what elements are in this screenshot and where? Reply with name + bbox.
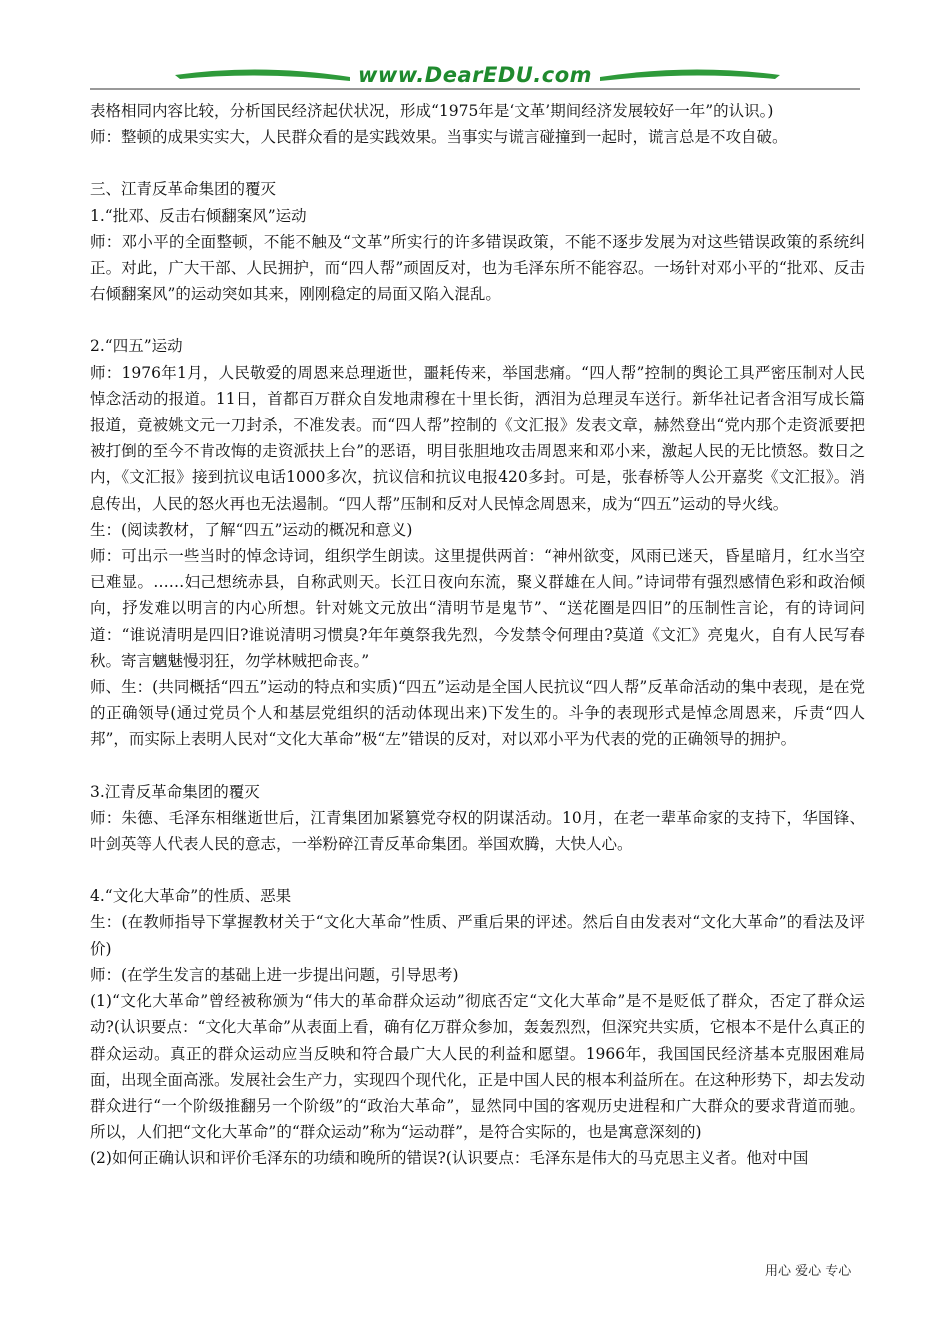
paragraph: 师：1976年1月，人民敬爱的周恩来总理逝世，噩耗传来，举国悲痛。“四人帮”控制的舆论工具严密压制对人民悼念活动的报道。11日，首都百万群众自发地肃穆在十里长街，洒泪为总理灵车送行。新华社记者含泪写成长篇报道，竟被姚文元一刀封杀，不准发表。而“四人帮”控制的《文汇报》发表文章，赫然登出“党内那个走资派要把被打倒的至今不肯改悔的走资派扶上台”的恶语，明目张胆地攻击周恩来和邓小来，激起人民的无比愤怒。数日之内，《文汇报》接到抗议电话1000多次，抗议信和抗议电报420多封。可是，张春桥等人公开嘉奖《文汇报》。消息传出，人民的怒火再也无法遏制。“四人帮”压制和反对人民悼念周恩来，成为“四五”运动的导火线。	[90, 363, 865, 513]
paragraph: 2.“四五”运动	[90, 337, 183, 356]
paragraph: 师、生：(共同概括“四五”运动的特点和实质)“四五”运动是全国人民抗议“四人帮”反革命活动的集中表现，是在党的正确领导(通过党员个人和基层党组织的活动体现出来)下发生的。斗争的表现形式是悼念周恩来，斥责“四人邦”，而实际上表明人民对“文化大革命”极“左”错误的反对，对以邓小平为代表的党的正确领导的拥护。	[90, 678, 865, 749]
paragraph: 师：朱德、毛泽东相继逝世后，江青集团加紧篡党夺权的阴谋活动。10月，在老一辈革命家的支持下，华国锋、叶剑英等人代表人民的意志，一举粉碎江青反革命集团。举国欢腾，大快人心。	[90, 808, 865, 854]
paragraph: 生：(在教师指导下掌握教材关于“文化大革命”性质、严重后果的评述。然后自由发表对“文化大革命”的看法及评价)	[90, 913, 865, 958]
site-logo: www.DearEDU.com	[357, 63, 593, 87]
blank-line	[90, 150, 865, 176]
paragraph: (1)“文化大革命”曾经被称颁为“伟大的革命群众运动”彻底否定“文化大革命”是不是贬低了群众，否定了群众运动?(认识要点：“文化大革命”从表面上看，确有亿万群众参加，轰轰烈烈，但深究共实质，它根本不是什么真正的群众运动。真正的群众运动应当反映和符合最广大人民的利益和愿望。1966年，我国国民经济基本克服困难局面，出现全面高涨。发展社会生产力，实现四个现代化，正是中国人民的根本利益所在。在这种形势下，却去发动群众进行“一个阶级推翻另一个阶级”的“政治大革命”，显然同中国的客观历史进程和广大群众的要求背道而驰。所以，人们把“文化大革命”的“群众运动”称为“运动群”，是符合实际的，也是寓意深刻的)	[90, 992, 866, 1142]
paragraph: 师：可出示一些当时的悼念诗词，组织学生朗读。这里提供两首：“神州欲变，风雨已迷天，昏星暗月，红水当空已难显。……妇己想统赤县，自称武则天。长江日夜向东流，聚义群雄在人间。”诗词带有强烈感情色彩和政治倾向，抒发难以明言的内心所想。针对姚文元放出“清明节是鬼节”、“送花圈是四旧”的压制性言论，有的诗词问道：“谁说清明是四旧?谁说清明习惯臭?年年奠祭我先烈，今发禁令何理由?莫道《文汇》亮鬼火，自有人民写春秋。寄言魑魅慢羽狂，勿学林贼把命丧。”	[90, 547, 865, 670]
document-body	[90, 98, 865, 1172]
paragraph: 师：整顿的成果实实大，人民群众看的是实践效果。当事实与谎言碰撞到一起时，谎言总是不攻自破。	[90, 128, 788, 147]
paragraph: 师：邓小平的全面整顿，不能不触及“文革”所实行的许多错误政策，不能不逐步发展为对这些错误政策的系统纠正。对此，广大干部、人民拥护，而“四人帮”顽固反对，也为毛泽东所不能容忍。一场针对邓小平的“批邓、反击右倾翻案风”的运动突如其来，刚刚稳定的局面又陷入混乱。	[90, 232, 865, 304]
paragraph: 表格相同内容比较，分析国民经济起伏状况，形成“1975年是‘文革’期间经济发展较好一年”的认识。)	[90, 102, 774, 120]
paragraph: 师：(在学生发言的基础上进一步提出问题，引导思考)	[90, 965, 459, 984]
paragraph: 三、江青反革命集团的覆灭	[90, 180, 277, 199]
paragraph: (2)如何正确认识和评价毛泽东的功绩和晚所的错误?(认识要点：毛泽东是伟大的马克思主义者。他对中国	[90, 1149, 809, 1168]
blank-line	[90, 753, 865, 779]
paragraph: 4.“文化大革命”的性质、恶果	[90, 887, 292, 906]
paragraph: 1.“批邓、反击右倾翻案风”运动	[90, 206, 307, 225]
blank-line	[90, 307, 865, 333]
page-header	[90, 55, 860, 95]
blank-line	[90, 857, 865, 883]
paragraph: 3.江青反革命集团的覆灭	[90, 782, 260, 801]
footer-slogan: 用心 爱心 专心	[765, 1264, 852, 1279]
paragraph: 生：(阅读教材，了解“四五”运动的概况和意义)	[90, 520, 413, 539]
